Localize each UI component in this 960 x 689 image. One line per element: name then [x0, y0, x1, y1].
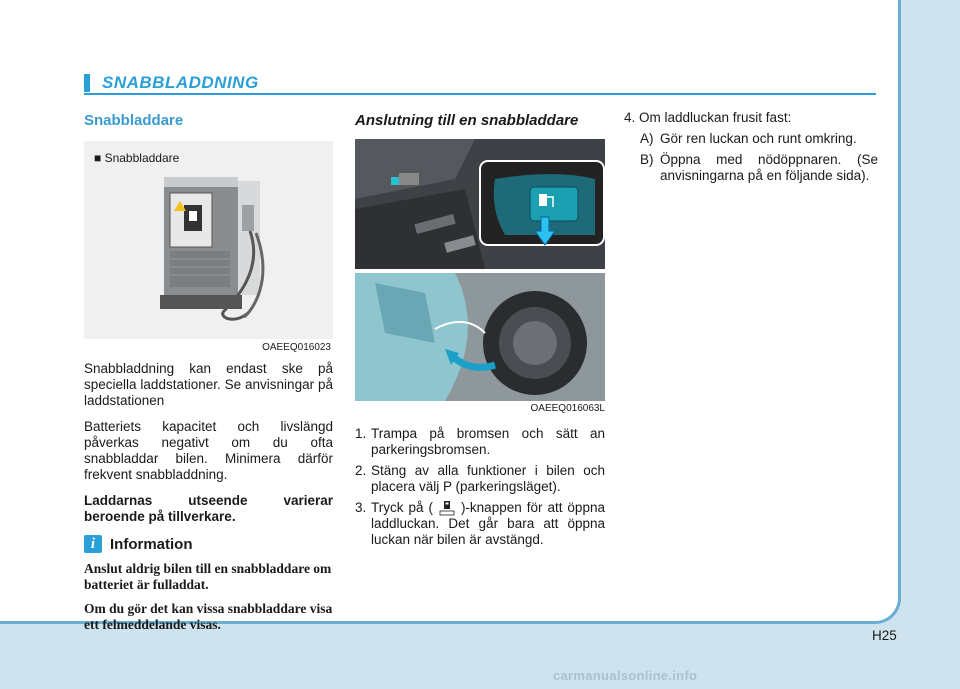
- figure-code: OAEEQ016023: [262, 342, 331, 353]
- substep-b: B) Öppna med nödöppnaren. (Se anvisningarna på en följande sida).: [640, 152, 878, 183]
- charger-figure: [84, 141, 333, 353]
- paragraph-battery: Batteriets kapacitet och livslängd påverkas negativt om du ofta snabbladdar bilen. Minimera därför frekvent snabbladdning.: [84, 419, 333, 482]
- paragraph-intro: Snabbladdning kan endast ske på speciella laddstationer. Se anvisningar på laddstationen: [84, 361, 333, 408]
- header-rule: [84, 93, 876, 95]
- charge-door-illustration: [355, 273, 605, 401]
- section-title: SNABBLADDNING: [102, 73, 259, 92]
- step-2: 2. Stäng av alla funktioner i bilen och placera välj P (parkeringsläget).: [355, 463, 605, 494]
- fast-charger-illustration: [84, 141, 333, 339]
- steps-list: [355, 426, 605, 548]
- page-number: H25: [872, 628, 897, 643]
- paragraph-appearance: Laddarnas utseende varierar beroende på tillverkare.: [84, 493, 333, 524]
- charge-door-photo: [355, 273, 605, 401]
- step-1: 1. Trampa på bromsen och sätt an parkeringsbromsen.: [355, 426, 605, 457]
- column-middle: [355, 110, 605, 548]
- heading-snabbladdare: Snabbladdare: [84, 112, 184, 129]
- section-header: [84, 70, 876, 96]
- substep-a: A) Gör ren luckan och runt omkring.: [640, 131, 857, 146]
- step-3: 3. Tryck på ( )-knappen för att öppna laddluckan. Det går bara att öppna luckan när bilen är avstängd.: [355, 500, 605, 548]
- figure-code-2: OAEEQ016063L: [530, 403, 605, 414]
- dashboard-button-photo: [355, 139, 605, 269]
- info-icon: i: [84, 535, 102, 553]
- charge-door-open-icon: [438, 500, 456, 516]
- info-paragraph-1: Anslut aldrig bilen till en snabbladdare om batteriet är fulladdat.: [84, 561, 332, 592]
- info-paragraph-2: Om du gör det kan vissa snabbladdare visa ett felmeddelande visas.: [84, 601, 333, 632]
- info-label: Information: [110, 535, 193, 553]
- dashboard-illustration: [355, 139, 605, 269]
- figure-caption: ■ Snabbladdare: [94, 151, 180, 165]
- footer-watermark: carmanualsonline.info: [553, 668, 698, 683]
- information-heading: [84, 535, 333, 553]
- step-4: 4. Om laddluckan frusit fast:: [624, 110, 792, 125]
- column-left: [84, 110, 333, 633]
- heading-connection: Anslutning till en snabbladdare: [355, 112, 579, 129]
- column-right: [624, 110, 878, 184]
- header-accent-bar: [84, 74, 90, 92]
